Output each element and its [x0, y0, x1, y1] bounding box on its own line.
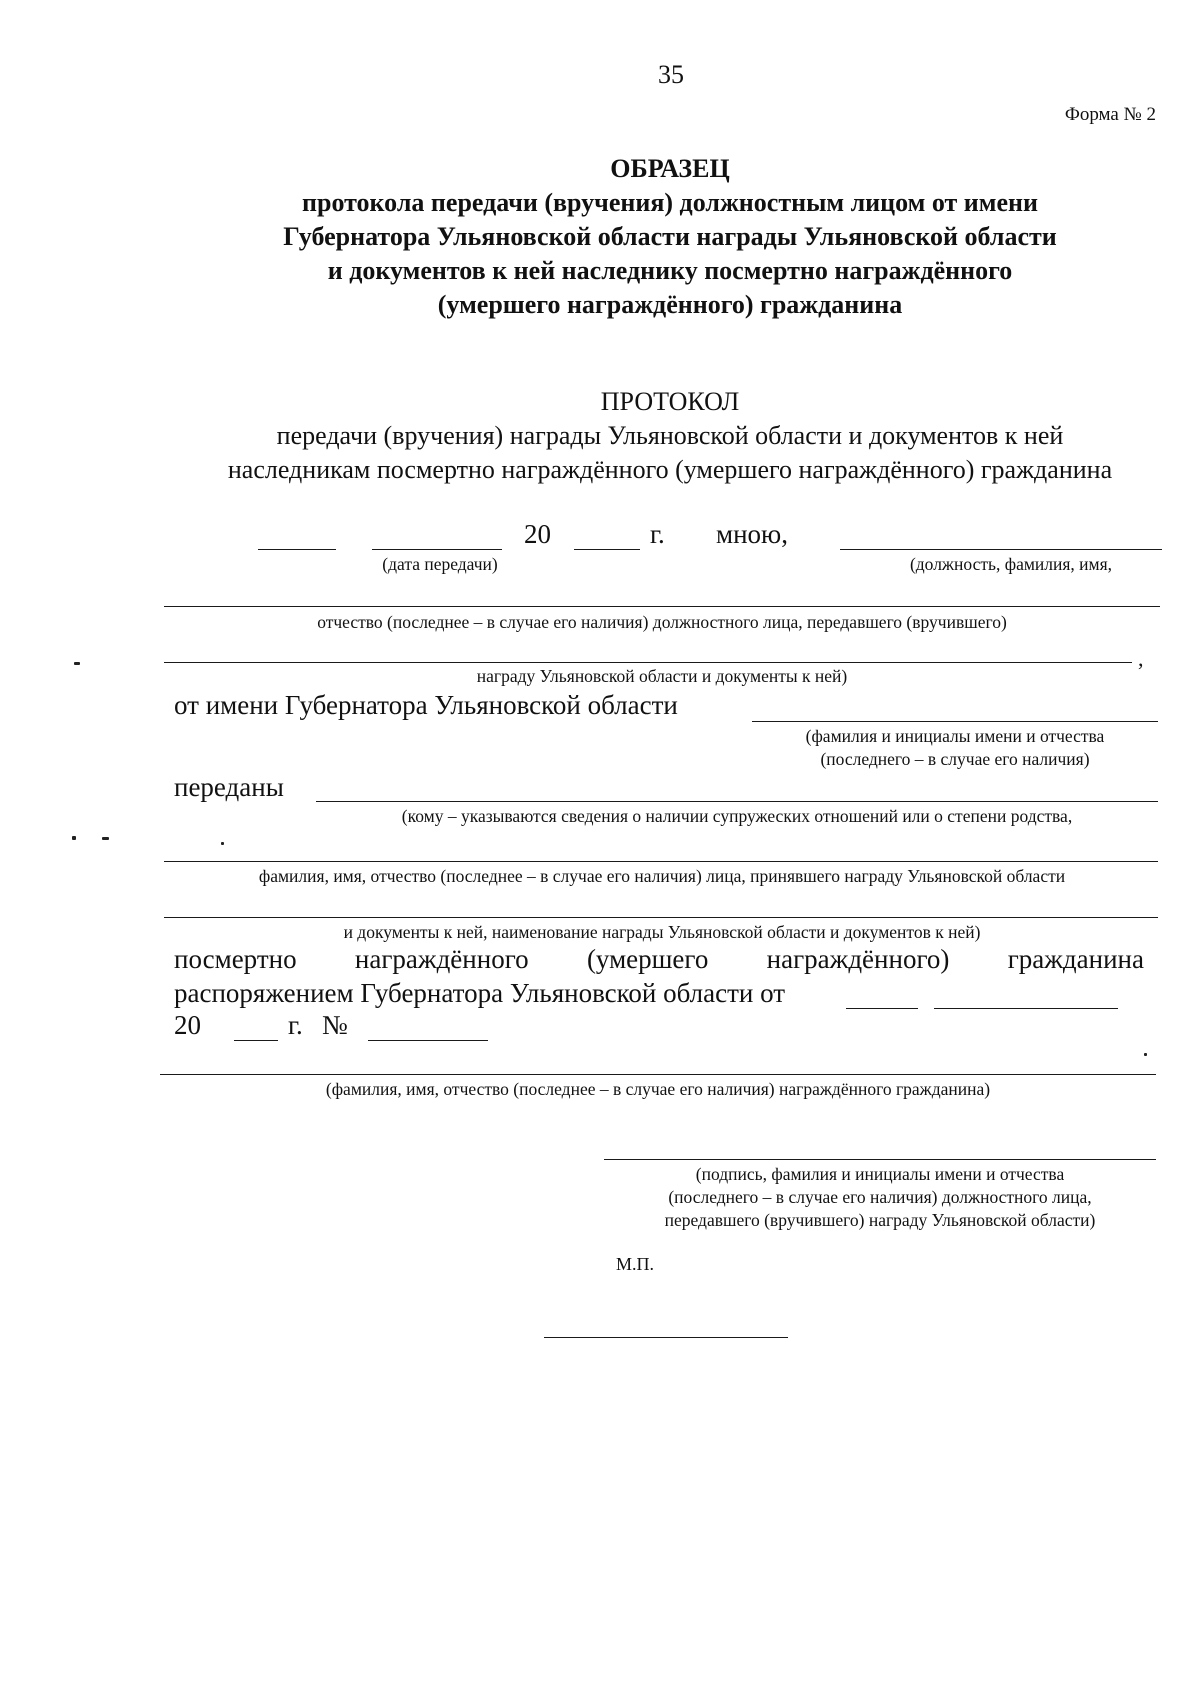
heading-line-4: (умершего награждённого) гражданина [437, 290, 903, 319]
page-number: 35 [658, 60, 684, 89]
position-blank [840, 549, 1162, 550]
award-line [164, 662, 1132, 663]
award-docs-name-caption: и документы к ней, наименование награды Ульяновской области и документов к ней) [343, 922, 981, 942]
signature-caption-3: передавшего (вручившего) награду Ульяновской области) [664, 1210, 1096, 1230]
sample-heading [0, 152, 1200, 322]
day-blank [258, 549, 336, 550]
order-number-blank [368, 1040, 488, 1041]
year-prefix: 20 [524, 519, 551, 549]
margin-mark [72, 836, 76, 840]
order-year-suffix: г. [288, 1010, 303, 1040]
margin-mark [221, 842, 224, 845]
margin-mark [74, 662, 80, 665]
signature-caption-2: (последнего – в случае его наличия) должностного лица, [668, 1187, 1092, 1207]
signature-line [604, 1159, 1156, 1160]
order-month-blank [934, 1008, 1118, 1009]
year-suffix: г. [650, 519, 665, 549]
date-caption: (дата передачи) [382, 554, 498, 574]
closing-rule [544, 1337, 788, 1338]
form-label: Форма № 2 [1064, 104, 1156, 125]
official-name-line [164, 606, 1160, 607]
governor-name-line [752, 721, 1158, 722]
month-blank [372, 549, 502, 550]
award-name-line [164, 917, 1158, 918]
transferred-to-line [316, 801, 1158, 802]
surname-initials-caption-1: (фамилия и инициалы имени и отчества [805, 726, 1105, 746]
citizen-name-caption: (фамилия, имя, отчество (последнее – в случае его наличия) награждённого гражданина) [325, 1079, 991, 1099]
year-blank [574, 549, 640, 550]
award-docs-caption: награду Ульяновской области и документы к ней) [476, 666, 848, 686]
posthumous-word-4: награждённого) [766, 944, 950, 974]
signature-caption-1: (подпись, фамилия и инициалы имени и отчества [695, 1164, 1065, 1184]
protocol-line-1: передачи (вручения) награды Ульяновской области и документов к ней [276, 421, 1064, 450]
citizen-name-line [160, 1074, 1156, 1075]
margin-mark [1144, 1053, 1147, 1056]
margin-mark [102, 837, 109, 840]
protocol-heading [170, 385, 1170, 487]
by-me-text: мною, [716, 519, 788, 549]
order-year-prefix: 20 [174, 1010, 201, 1040]
to-whom-caption: (кому – указываются сведения о наличии супружеских отношений или о степени родства, [401, 806, 1073, 826]
heading-line-2: Губернатора Ульяновской области награды Ульяновской области [283, 222, 1057, 251]
order-text: распоряжением Губернатора Ульяновской области от [174, 978, 786, 1008]
posthumous-word-5: гражданина [1007, 944, 1144, 974]
order-year-blank [234, 1040, 278, 1041]
posthumous-word-1: посмертно [174, 944, 297, 974]
recipient-name-caption: фамилия, имя, отчество (последнее – в случае его наличия) лица, принявшего награду Ульяновской области [258, 866, 1066, 886]
award-line-comma: , [1138, 646, 1144, 671]
official-patronymic-caption: отчество (последнее – в случае его наличия) должностного лица, передавшего (вручившего) [317, 612, 1007, 632]
order-day-blank [846, 1008, 918, 1009]
posthumous-line [174, 944, 1144, 975]
protocol-title: ПРОТОКОЛ [600, 387, 740, 416]
position-caption: (должность, фамилия, имя, [909, 554, 1113, 574]
transferred-text: переданы [174, 772, 284, 802]
heading-line-3: и документов к ней наследнику посмертно награждённого [327, 256, 1013, 285]
stamp-place: М.П. [616, 1254, 655, 1274]
sample-title: ОБРАЗЕЦ [610, 154, 730, 183]
recipient-name-line [164, 861, 1158, 862]
posthumous-word-2: награждённого [354, 944, 529, 974]
surname-initials-caption-2: (последнего – в случае его наличия) [820, 749, 1090, 769]
heading-line-1: протокола передачи (вручения) должностным лицом от имени [302, 188, 1038, 217]
order-number-sign: № [322, 1010, 348, 1040]
posthumous-word-3: (умершего [586, 944, 709, 974]
protocol-line-2: наследникам посмертно награждённого (умершего награждённого) гражданина [227, 455, 1113, 484]
on-behalf-text: от имени Губернатора Ульяновской области [174, 690, 678, 720]
